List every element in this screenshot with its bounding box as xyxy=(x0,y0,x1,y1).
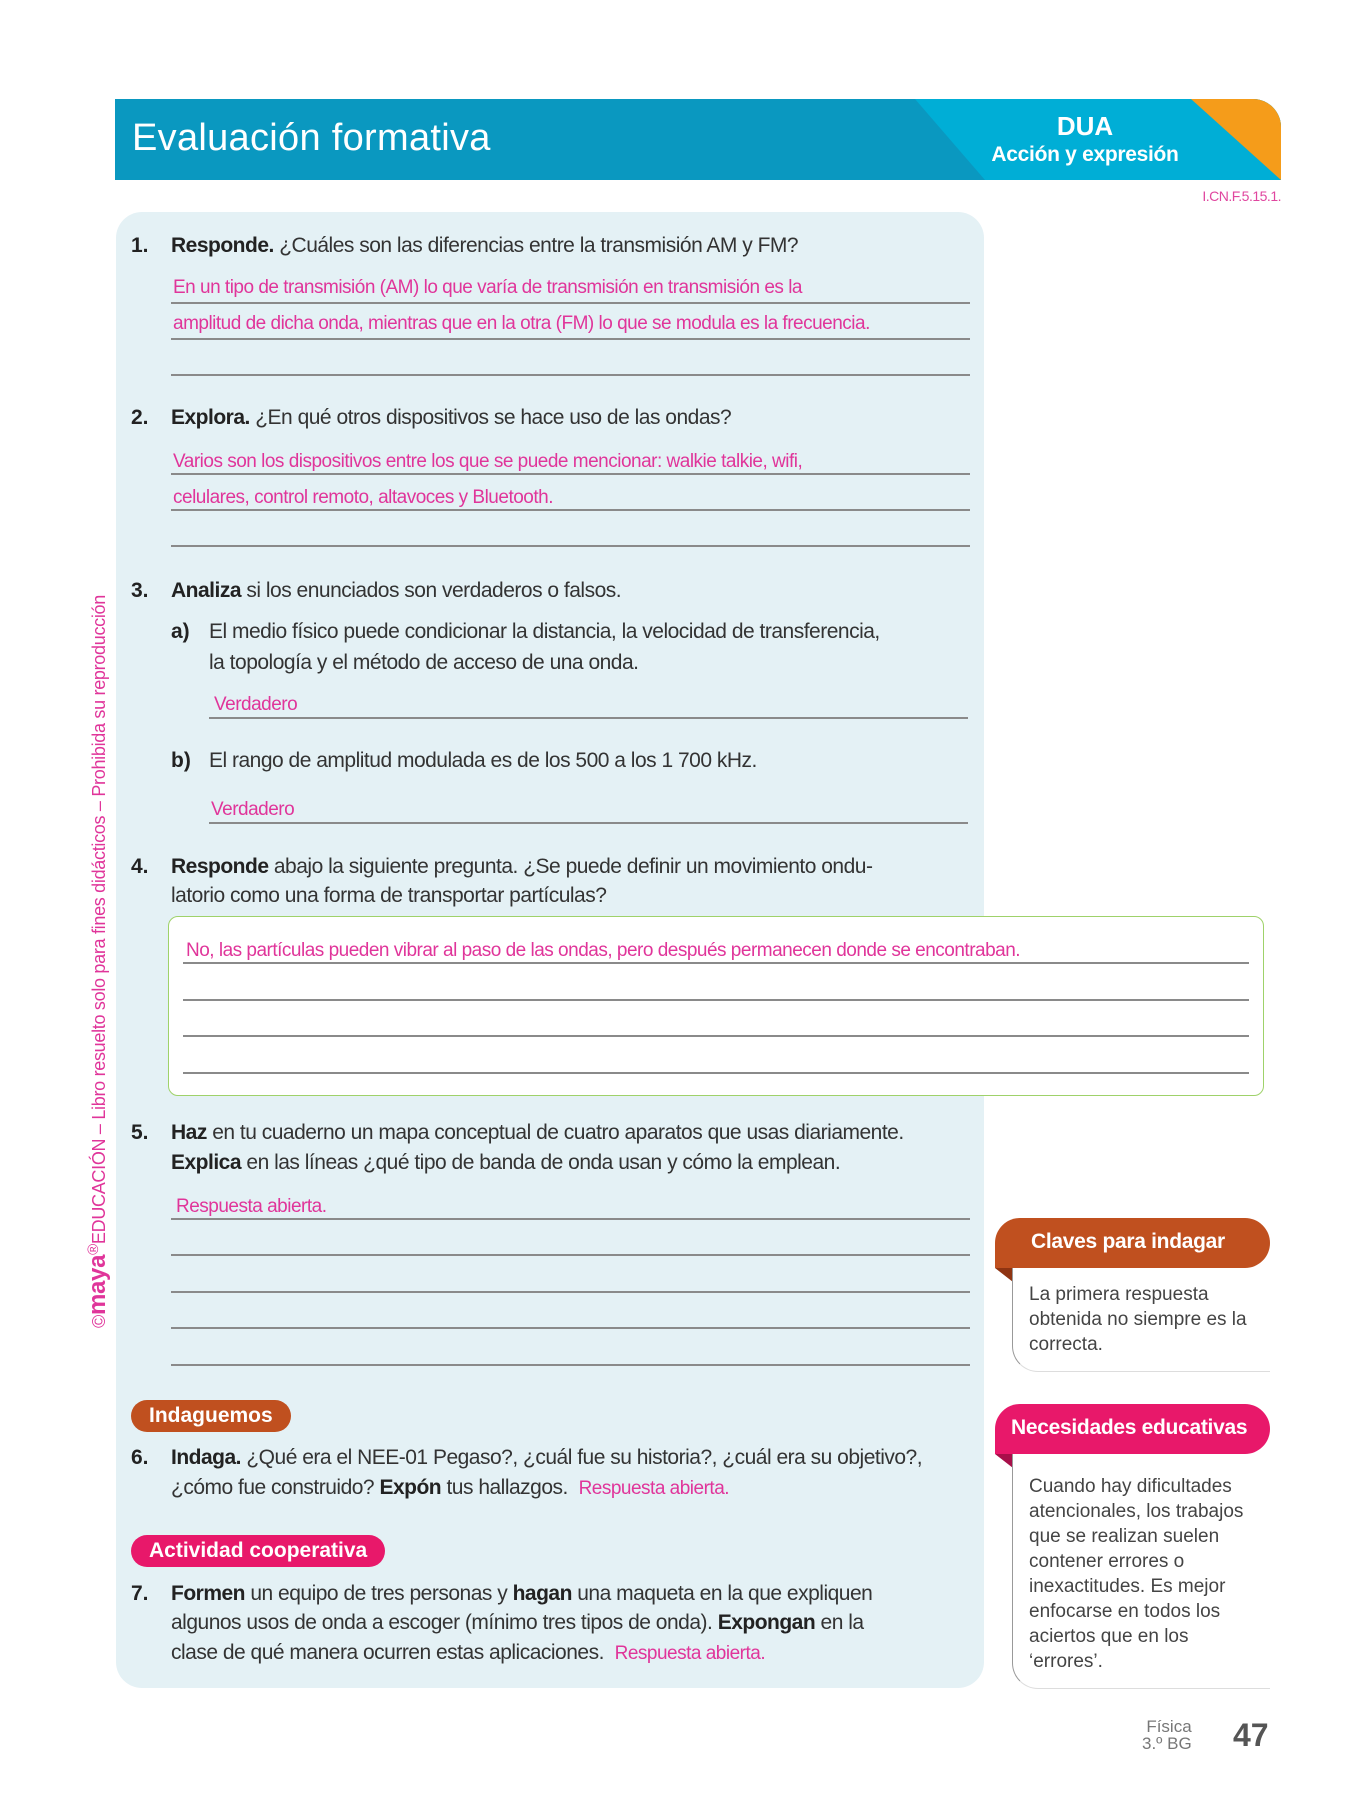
question-number: 2. xyxy=(131,406,149,429)
answer-rule[interactable] xyxy=(171,473,970,475)
question-3-prompt xyxy=(171,579,621,603)
answer-line: Verdadero xyxy=(211,799,295,820)
tip-box-fold xyxy=(995,1454,1013,1468)
answer-rule[interactable] xyxy=(183,1035,1249,1037)
question-1-prompt xyxy=(171,234,798,258)
question-verb: Expongan xyxy=(717,1611,816,1634)
section-banner xyxy=(115,99,1281,180)
question-verb: Expón xyxy=(379,1476,442,1499)
page-number: 47 xyxy=(1233,1717,1269,1753)
question-7-prompt-3 xyxy=(171,1641,765,1665)
copyright-text: EDUCACIÓN – Libro resuelto solo para fines didácticos – Prohibida su reproducción xyxy=(89,595,109,1245)
section-label-cooperativa: Actividad cooperativa xyxy=(131,1535,385,1567)
question-text: tus hallazgos. xyxy=(446,1476,568,1499)
answer-rule[interactable] xyxy=(171,1364,970,1366)
subject-name: Física xyxy=(1146,1717,1192,1736)
tip-box-body: La primera respuesta obtenida no siempre es la correcta. xyxy=(1012,1268,1270,1372)
answer-line: amplitud de dicha onda, mientras que en la otra (FM) lo que se modula es la frecuencia. xyxy=(173,313,870,334)
question-verb: Indaga. xyxy=(171,1446,242,1469)
curriculum-code: I.CN.F.5.15.1. xyxy=(1202,188,1281,204)
question-text: ¿En qué otros dispositivos se hace uso de las ondas? xyxy=(255,406,732,429)
question-verb: hagan xyxy=(512,1582,572,1605)
dua-badge-subtitle: Acción y expresión xyxy=(991,143,1179,166)
question-verb: Responde. xyxy=(171,234,274,257)
copyright-sidebar xyxy=(84,595,112,1328)
answer-rule[interactable] xyxy=(209,822,968,824)
item-text: El rango de amplitud modulada es de los 500 a los 1 700 kHz. xyxy=(209,749,757,772)
answer-rule[interactable] xyxy=(209,717,968,719)
question-text: ¿cómo fue construido? xyxy=(171,1476,375,1499)
question-text: clase de qué manera ocurren estas aplicaciones. xyxy=(171,1641,604,1664)
answer-rule[interactable] xyxy=(171,545,970,547)
tip-box-necesidades xyxy=(995,1404,1270,1689)
question-verb: Explora. xyxy=(171,406,250,429)
question-text: ¿Qué era el NEE-01 Pegaso?, ¿cuál fue su historia?, ¿cuál era su objetivo?, xyxy=(246,1446,923,1469)
question-4-prompt xyxy=(171,855,872,879)
question-verb: Explica xyxy=(171,1151,242,1174)
question-text: un equipo de tres personas y xyxy=(250,1582,508,1605)
section-label-indaguemos: Indaguemos xyxy=(131,1400,291,1432)
question-7-prompt xyxy=(171,1582,872,1606)
question-text: abajo la siguiente pregunta. ¿Se puede definir un movimiento ondu- xyxy=(273,855,873,878)
answer-rule[interactable] xyxy=(171,374,970,376)
question-6-prompt-2 xyxy=(171,1476,729,1500)
tip-box-title: Claves para indagar xyxy=(995,1218,1270,1268)
question-text: una maqueta en la que expliquen xyxy=(577,1582,873,1605)
question-number: 7. xyxy=(131,1582,149,1605)
answer-text: Respuesta abierta. xyxy=(578,1478,730,1499)
question-verb: Formen xyxy=(171,1582,246,1605)
answer-line: Respuesta abierta. xyxy=(176,1196,327,1217)
item-label: b) xyxy=(171,749,191,772)
question-text: en la xyxy=(820,1611,864,1634)
item-text: la topología y el método de acceso de una onda. xyxy=(209,651,639,674)
question-5-prompt-2 xyxy=(171,1151,840,1175)
question-text: latorio como una forma de transportar partículas? xyxy=(171,884,607,907)
item-label: a) xyxy=(171,620,190,643)
question-2-prompt xyxy=(171,406,731,430)
grade-label: 3.º BG xyxy=(1142,1734,1192,1753)
footer-subject xyxy=(1142,1718,1192,1752)
question-text: algunos usos de onda a escoger (mínimo tres tipos de onda). xyxy=(171,1611,713,1634)
item-text: El medio físico puede condicionar la distancia, la velocidad de transferencia, xyxy=(209,620,880,643)
question-verb: Responde xyxy=(171,855,269,878)
answer-line: No, las partículas pueden vibrar al paso de las ondas, pero después permanecen donde se encontraban. xyxy=(186,940,1021,961)
question-6-prompt xyxy=(171,1446,922,1470)
question-text: en las líneas ¿qué tipo de banda de onda usan y cómo la emplean. xyxy=(246,1151,841,1174)
answer-rule[interactable] xyxy=(171,509,970,511)
question-number: 3. xyxy=(131,579,149,602)
question-text: si los enunciados son verdaderos o falsos. xyxy=(246,579,622,602)
tip-box-body: Cuando hay dificultades atencionales, los trabajos que se realizan suelen contener errores o inexactitudes. Es mejor enfocarse en todos los aciertos que en los ‘errores’. xyxy=(1012,1454,1270,1689)
answer-rule[interactable] xyxy=(171,1327,970,1329)
answer-line: celulares, control remoto, altavoces y Bluetooth. xyxy=(173,487,553,508)
question-text: ¿Cuáles son las diferencias entre la transmisión AM y FM? xyxy=(279,234,799,257)
answer-rule[interactable] xyxy=(171,338,970,340)
answer-rule[interactable] xyxy=(171,1291,970,1293)
question-7-prompt-2 xyxy=(171,1611,864,1635)
answer-line: En un tipo de transmisión (AM) lo que varía de transmisión en transmisión es la xyxy=(173,277,802,298)
answer-rule[interactable] xyxy=(171,302,970,304)
question-text: en tu cuaderno un mapa conceptual de cuatro aparatos que usas diariamente. xyxy=(212,1121,904,1144)
page-title: Evaluación formativa xyxy=(132,117,491,159)
dua-badge-title: DUA xyxy=(1056,111,1114,141)
copyright-symbol: © xyxy=(89,1315,109,1328)
answer-line: Varios son los dispositivos entre los que se puede mencionar: walkie talkie, wifi, xyxy=(173,451,803,472)
question-verb: Haz xyxy=(171,1121,207,1144)
question-5-prompt xyxy=(171,1121,904,1145)
tip-box-fold xyxy=(995,1268,1013,1282)
question-number: 1. xyxy=(131,234,149,257)
registered-symbol: ® xyxy=(85,1244,102,1255)
question-verb: Analiza xyxy=(171,579,242,602)
question-number: 4. xyxy=(131,855,149,878)
answer-line: Verdadero xyxy=(214,694,298,715)
brand-logo: maya xyxy=(84,1254,111,1316)
tip-box-claves xyxy=(995,1218,1270,1378)
answer-rule[interactable] xyxy=(183,962,1249,964)
answer-rule[interactable] xyxy=(183,1072,1249,1074)
answer-rule[interactable] xyxy=(171,1218,970,1220)
tip-box-title: Necesidades educativas xyxy=(995,1404,1270,1454)
answer-rule[interactable] xyxy=(171,1254,970,1256)
answer-text: Respuesta abierta. xyxy=(614,1643,766,1664)
question-number: 5. xyxy=(131,1121,149,1144)
question-number: 6. xyxy=(131,1446,149,1469)
answer-rule[interactable] xyxy=(183,999,1249,1001)
